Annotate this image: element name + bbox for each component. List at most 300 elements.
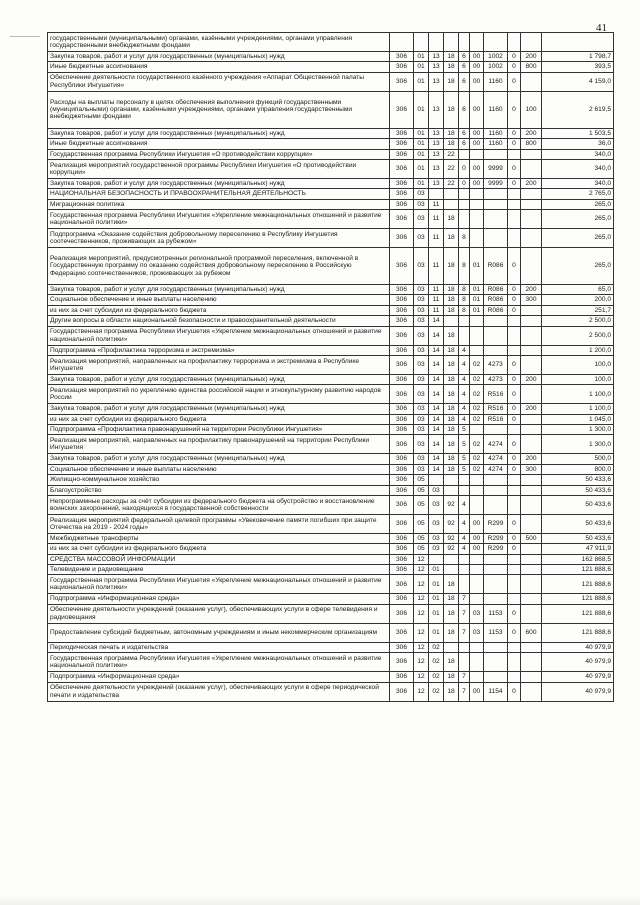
suffix-code bbox=[508, 475, 521, 485]
ministry-code: 306 bbox=[390, 305, 414, 315]
program-code: 18 bbox=[444, 575, 459, 594]
event-code bbox=[470, 316, 484, 326]
event-code bbox=[470, 565, 484, 575]
expense-type-code bbox=[521, 565, 542, 575]
direction-code: R086 bbox=[484, 248, 508, 285]
section-code: 03 bbox=[414, 199, 429, 209]
expense-type-code: 800 bbox=[521, 62, 542, 72]
budget-table bbox=[47, 32, 614, 702]
suffix-code: 0 bbox=[508, 623, 521, 642]
subprogram-code bbox=[459, 210, 470, 229]
direction-code: R299 bbox=[484, 533, 508, 543]
event-code: 02 bbox=[470, 385, 484, 404]
direction-code: 4273 bbox=[484, 374, 508, 384]
suffix-code bbox=[508, 326, 521, 345]
row-amount: 1 200,0 bbox=[542, 345, 614, 355]
ministry-code: 306 bbox=[390, 385, 414, 404]
section-code: 12 bbox=[414, 604, 429, 623]
section-code: 03 bbox=[414, 425, 429, 435]
table-row bbox=[48, 149, 614, 159]
ministry-code: 306 bbox=[390, 575, 414, 594]
section-code: 01 bbox=[414, 52, 429, 62]
expense-type-code: 300 bbox=[521, 295, 542, 305]
expense-type-code bbox=[521, 316, 542, 326]
subsection-code: 14 bbox=[429, 454, 444, 464]
row-name: Непрограммные расходы за счёт субсидии из федерального бюджета на обустройство и восстановление воинских захоронений, находящихся в государственной собственности bbox=[48, 495, 390, 514]
section-code: 03 bbox=[414, 374, 429, 384]
row-name: Реализация мероприятий по укреплению единства российской нации и этнокультурному развитию народов России bbox=[48, 385, 390, 404]
suffix-code: 0 bbox=[508, 604, 521, 623]
row-amount: 1 300,0 bbox=[542, 435, 614, 454]
subprogram-code: 7 bbox=[459, 682, 470, 701]
event-code bbox=[470, 210, 484, 229]
table-row bbox=[48, 139, 614, 149]
suffix-code: 0 bbox=[508, 139, 521, 149]
program-code: 18 bbox=[444, 682, 459, 701]
section-code: 12 bbox=[414, 623, 429, 642]
subsection-code: 01 bbox=[429, 604, 444, 623]
row-name: Закупка товаров, работ и услуг для государственных (муниципальных) нужд bbox=[48, 454, 390, 464]
program-code: 92 bbox=[444, 514, 459, 533]
event-code: 00 bbox=[470, 533, 484, 543]
subprogram-code: 7 bbox=[459, 594, 470, 604]
subprogram-code: 8 bbox=[459, 285, 470, 295]
ministry-code: 306 bbox=[390, 316, 414, 326]
program-code: 18 bbox=[444, 229, 459, 248]
direction-code bbox=[484, 425, 508, 435]
suffix-code bbox=[508, 554, 521, 564]
suffix-code: 0 bbox=[508, 355, 521, 374]
row-name: НАЦИОНАЛЬНАЯ БЕЗОПАСНОСТЬ И ПРАВООХРАНИТЕЛЬНАЯ ДЕЯТЕЛЬНОСТЬ bbox=[48, 189, 390, 199]
table-row bbox=[48, 623, 614, 642]
expense-type-code bbox=[521, 475, 542, 485]
table-row bbox=[48, 514, 614, 533]
subsection-code: 14 bbox=[429, 326, 444, 345]
program-code: 18 bbox=[444, 385, 459, 404]
event-code bbox=[470, 485, 484, 495]
subprogram-code: 5 bbox=[459, 464, 470, 474]
row-name: Закупка товаров, работ и услуг для государственных (муниципальных) нужд bbox=[48, 52, 390, 62]
suffix-code bbox=[508, 149, 521, 159]
row-amount: 50 433,6 bbox=[542, 485, 614, 495]
program-code: 18 bbox=[444, 672, 459, 682]
subprogram-code: 4 bbox=[459, 374, 470, 384]
direction-code: 1002 bbox=[484, 52, 508, 62]
program-code: 18 bbox=[444, 326, 459, 345]
subsection-code: 01 bbox=[429, 565, 444, 575]
subprogram-code bbox=[459, 475, 470, 485]
row-name: Реализация мероприятий федеральной целевой программы «Увековечение памяти погибших при защите Отечества на 2019 - 2024 годы» bbox=[48, 514, 390, 533]
program-code: 18 bbox=[444, 128, 459, 138]
row-amount: 100,0 bbox=[542, 355, 614, 374]
row-amount: 40 979,9 bbox=[542, 653, 614, 672]
event-code bbox=[470, 189, 484, 199]
suffix-code: 0 bbox=[508, 52, 521, 62]
section-code: 03 bbox=[414, 414, 429, 424]
event-code bbox=[470, 199, 484, 209]
program-code: 22 bbox=[444, 159, 459, 178]
expense-type-code bbox=[521, 425, 542, 435]
table-row bbox=[48, 565, 614, 575]
direction-code bbox=[484, 672, 508, 682]
row-amount: 4 159,0 bbox=[542, 72, 614, 91]
event-code bbox=[470, 326, 484, 345]
event-code: 00 bbox=[470, 514, 484, 533]
event-code bbox=[470, 642, 484, 652]
table-row bbox=[48, 485, 614, 495]
row-name: Подпрограмма «Профилактика правонарушений на территории Республики Ингушетия» bbox=[48, 425, 390, 435]
row-name: Государственная программа Республики Ингушетия «О противодействии коррупции» bbox=[48, 149, 390, 159]
row-name: Другие вопросы в области национальной безопасности и правоохранительной деятельности bbox=[48, 316, 390, 326]
subsection-code: 14 bbox=[429, 385, 444, 404]
table-row bbox=[48, 594, 614, 604]
row-name: Благоустройство bbox=[48, 485, 390, 495]
subprogram-code: 5 bbox=[459, 425, 470, 435]
row-name: Подпрограмма «Оказание содействия добровольному переселению в Республику Ингушетия соотечественников, проживающих за рубежом» bbox=[48, 229, 390, 248]
direction-code bbox=[484, 575, 508, 594]
row-amount: 393,5 bbox=[542, 62, 614, 72]
event-code: 00 bbox=[470, 178, 484, 188]
expense-type-code: 200 bbox=[521, 374, 542, 384]
expense-type-code bbox=[521, 672, 542, 682]
direction-code: R086 bbox=[484, 295, 508, 305]
expense-type-code: 800 bbox=[521, 139, 542, 149]
event-code: 00 bbox=[470, 544, 484, 554]
section-code: 01 bbox=[414, 72, 429, 91]
subsection-code: 11 bbox=[429, 199, 444, 209]
subprogram-code: 6 bbox=[459, 128, 470, 138]
section-code: 03 bbox=[414, 210, 429, 229]
event-code: 01 bbox=[470, 305, 484, 315]
table-row bbox=[48, 285, 614, 295]
ministry-code: 306 bbox=[390, 435, 414, 454]
event-code bbox=[470, 475, 484, 485]
row-amount: 100,0 bbox=[542, 374, 614, 384]
subsection-code: 03 bbox=[429, 533, 444, 543]
row-amount bbox=[542, 33, 614, 52]
row-amount: 40 979,9 bbox=[542, 672, 614, 682]
event-code bbox=[470, 229, 484, 248]
program-code: 18 bbox=[444, 653, 459, 672]
event-code bbox=[470, 33, 484, 52]
subprogram-code bbox=[459, 199, 470, 209]
suffix-code bbox=[508, 199, 521, 209]
ministry-code: 306 bbox=[390, 533, 414, 543]
event-code: 00 bbox=[470, 62, 484, 72]
subsection-code bbox=[429, 33, 444, 52]
suffix-code: 0 bbox=[508, 385, 521, 404]
table-row bbox=[48, 653, 614, 672]
event-code bbox=[470, 653, 484, 672]
subsection-code: 11 bbox=[429, 229, 444, 248]
event-code: 02 bbox=[470, 454, 484, 464]
event-code: 03 bbox=[470, 604, 484, 623]
section-code: 03 bbox=[414, 355, 429, 374]
table-body bbox=[48, 33, 614, 702]
subsection-code bbox=[429, 554, 444, 564]
section-code bbox=[414, 33, 429, 52]
subprogram-code bbox=[459, 326, 470, 345]
row-amount: 251,7 bbox=[542, 305, 614, 315]
expense-type-code bbox=[521, 514, 542, 533]
section-code: 12 bbox=[414, 554, 429, 564]
program-code: 18 bbox=[444, 305, 459, 315]
row-name: из них за счет субсидии из федерального бюджета bbox=[48, 544, 390, 554]
subsection-code: 13 bbox=[429, 139, 444, 149]
event-code: 02 bbox=[470, 404, 484, 414]
program-code bbox=[444, 475, 459, 485]
row-name: Закупка товаров, работ и услуг для государственных (муниципальных) нужд bbox=[48, 285, 390, 295]
direction-code: 1160 bbox=[484, 139, 508, 149]
direction-code bbox=[484, 229, 508, 248]
program-code bbox=[444, 189, 459, 199]
subsection-code: 13 bbox=[429, 72, 444, 91]
program-code bbox=[444, 554, 459, 564]
direction-code: 1160 bbox=[484, 91, 508, 128]
table-row bbox=[48, 464, 614, 474]
row-amount: 1 503,5 bbox=[542, 128, 614, 138]
expense-type-code bbox=[521, 544, 542, 554]
table-row bbox=[48, 210, 614, 229]
suffix-code bbox=[508, 594, 521, 604]
program-code bbox=[444, 199, 459, 209]
subprogram-code bbox=[459, 642, 470, 652]
subprogram-code: 8 bbox=[459, 305, 470, 315]
event-code: 02 bbox=[470, 374, 484, 384]
subsection-code: 14 bbox=[429, 464, 444, 474]
subprogram-code: 6 bbox=[459, 72, 470, 91]
event-code: 02 bbox=[470, 435, 484, 454]
event-code: 00 bbox=[470, 159, 484, 178]
subsection-code: 11 bbox=[429, 285, 444, 295]
section-code: 03 bbox=[414, 248, 429, 285]
suffix-code bbox=[508, 653, 521, 672]
event-code: 02 bbox=[470, 464, 484, 474]
subsection-code: 03 bbox=[429, 485, 444, 495]
expense-type-code: 100 bbox=[521, 91, 542, 128]
direction-code bbox=[484, 653, 508, 672]
program-code bbox=[444, 316, 459, 326]
table-row bbox=[48, 33, 614, 52]
row-name: Государственная программа Республики Ингушетия «Укрепление межнациональных отношений и развитие национальной политики» bbox=[48, 653, 390, 672]
suffix-code bbox=[508, 189, 521, 199]
table-row bbox=[48, 454, 614, 464]
expense-type-code: 300 bbox=[521, 464, 542, 474]
direction-code bbox=[484, 475, 508, 485]
table-row bbox=[48, 52, 614, 62]
row-amount: 65,0 bbox=[542, 285, 614, 295]
ministry-code: 306 bbox=[390, 326, 414, 345]
direction-code: 1002 bbox=[484, 62, 508, 72]
program-code: 18 bbox=[444, 454, 459, 464]
expense-type-code bbox=[521, 72, 542, 91]
program-code bbox=[444, 33, 459, 52]
table-row bbox=[48, 642, 614, 652]
ministry-code: 306 bbox=[390, 414, 414, 424]
row-name: государственными (муниципальными) органами, казёнными учреждениями, органами управления государственными внебюджетными фондами bbox=[48, 33, 390, 52]
suffix-code: 0 bbox=[508, 62, 521, 72]
table-row bbox=[48, 229, 614, 248]
subprogram-code: 4 bbox=[459, 533, 470, 543]
direction-code: R516 bbox=[484, 414, 508, 424]
section-code: 03 bbox=[414, 295, 429, 305]
subsection-code: 14 bbox=[429, 345, 444, 355]
expense-type-code bbox=[521, 159, 542, 178]
subprogram-code bbox=[459, 485, 470, 495]
row-name: из них за счет субсидии из федерального бюджета bbox=[48, 414, 390, 424]
suffix-code bbox=[508, 316, 521, 326]
suffix-code bbox=[508, 565, 521, 575]
section-code: 05 bbox=[414, 533, 429, 543]
row-name: СРЕДСТВА МАССОВОЙ ИНФОРМАЦИИ bbox=[48, 554, 390, 564]
section-code: 03 bbox=[414, 326, 429, 345]
section-code: 03 bbox=[414, 189, 429, 199]
ministry-code: 306 bbox=[390, 374, 414, 384]
row-amount: 265,0 bbox=[542, 229, 614, 248]
row-amount: 340,0 bbox=[542, 178, 614, 188]
row-amount: 121 888,6 bbox=[542, 623, 614, 642]
subsection-code: 13 bbox=[429, 159, 444, 178]
row-amount: 265,0 bbox=[542, 248, 614, 285]
ministry-code: 306 bbox=[390, 149, 414, 159]
row-name: Государственная программа Республики Ингушетия «Укрепление межнациональных отношений и развитие национальной политики» bbox=[48, 210, 390, 229]
subsection-code: 14 bbox=[429, 435, 444, 454]
ministry-code: 306 bbox=[390, 404, 414, 414]
subsection-code: 01 bbox=[429, 575, 444, 594]
subsection-code: 02 bbox=[429, 672, 444, 682]
subsection-code bbox=[429, 475, 444, 485]
direction-code: R516 bbox=[484, 404, 508, 414]
suffix-code bbox=[508, 575, 521, 594]
program-code: 92 bbox=[444, 495, 459, 514]
suffix-code: 0 bbox=[508, 514, 521, 533]
direction-code: 9999 bbox=[484, 178, 508, 188]
row-name: Обеспечение деятельности государственного казённого учреждения «Аппарат Общественной палаты Республики Ингушетия» bbox=[48, 72, 390, 91]
table-row bbox=[48, 475, 614, 485]
subsection-code: 02 bbox=[429, 682, 444, 701]
direction-code bbox=[484, 485, 508, 495]
event-code: 00 bbox=[470, 128, 484, 138]
section-code: 12 bbox=[414, 642, 429, 652]
direction-code bbox=[484, 554, 508, 564]
program-code: 92 bbox=[444, 533, 459, 543]
scan-bottom-edge bbox=[0, 895, 640, 905]
row-amount: 200,0 bbox=[542, 295, 614, 305]
row-name: Периодическая печать и издательства bbox=[48, 642, 390, 652]
section-code: 05 bbox=[414, 495, 429, 514]
subsection-code: 03 bbox=[429, 514, 444, 533]
table-row bbox=[48, 544, 614, 554]
ministry-code: 306 bbox=[390, 425, 414, 435]
direction-code: 1153 bbox=[484, 623, 508, 642]
program-code: 18 bbox=[444, 91, 459, 128]
subsection-code: 14 bbox=[429, 374, 444, 384]
section-code: 12 bbox=[414, 682, 429, 701]
row-name: Реализация мероприятий, направленных на профилактику терроризма и экстремизма в Республике Ингушетия bbox=[48, 355, 390, 374]
section-code: 01 bbox=[414, 178, 429, 188]
table-row bbox=[48, 495, 614, 514]
subsection-code: 01 bbox=[429, 623, 444, 642]
subprogram-code: 5 bbox=[459, 454, 470, 464]
program-code: 18 bbox=[444, 374, 459, 384]
section-code: 12 bbox=[414, 672, 429, 682]
ministry-code: 306 bbox=[390, 128, 414, 138]
event-code bbox=[470, 345, 484, 355]
table-row bbox=[48, 248, 614, 285]
ministry-code: 306 bbox=[390, 682, 414, 701]
ministry-code: 306 bbox=[390, 91, 414, 128]
subsection-code: 03 bbox=[429, 544, 444, 554]
ministry-code: 306 bbox=[390, 514, 414, 533]
direction-code: 4274 bbox=[484, 454, 508, 464]
row-name: Миграционная политика bbox=[48, 199, 390, 209]
row-name: Обеспечение деятельности учреждений (оказание услуг), обеспечивающих услуги в сфере телевидения и радиовещания bbox=[48, 604, 390, 623]
suffix-code: 0 bbox=[508, 91, 521, 128]
subsection-code: 11 bbox=[429, 210, 444, 229]
expense-type-code: 500 bbox=[521, 533, 542, 543]
row-amount: 2 500,0 bbox=[542, 316, 614, 326]
row-amount: 50 433,6 bbox=[542, 514, 614, 533]
ministry-code: 306 bbox=[390, 623, 414, 642]
suffix-code: 0 bbox=[508, 544, 521, 554]
subprogram-code: 4 bbox=[459, 495, 470, 514]
direction-code bbox=[484, 189, 508, 199]
suffix-code: 0 bbox=[508, 295, 521, 305]
table-row bbox=[48, 199, 614, 209]
event-code bbox=[470, 495, 484, 514]
subsection-code: 02 bbox=[429, 642, 444, 652]
subsection-code: 14 bbox=[429, 355, 444, 374]
program-code: 18 bbox=[444, 52, 459, 62]
expense-type-code bbox=[521, 575, 542, 594]
event-code: 00 bbox=[470, 91, 484, 128]
subprogram-code bbox=[459, 189, 470, 199]
subsection-code: 13 bbox=[429, 62, 444, 72]
subprogram-code: 7 bbox=[459, 604, 470, 623]
section-code: 03 bbox=[414, 345, 429, 355]
ministry-code: 306 bbox=[390, 285, 414, 295]
row-name: Иные бюджетные ассигнования bbox=[48, 62, 390, 72]
event-code: 02 bbox=[470, 355, 484, 374]
section-code: 03 bbox=[414, 454, 429, 464]
row-amount: 50 433,6 bbox=[542, 475, 614, 485]
subsection-code: 13 bbox=[429, 178, 444, 188]
direction-code: 1160 bbox=[484, 72, 508, 91]
suffix-code: 0 bbox=[508, 682, 521, 701]
event-code: 00 bbox=[470, 72, 484, 91]
row-name: Подпрограмма «Профилактика терроризма и экстремизма» bbox=[48, 345, 390, 355]
program-code bbox=[444, 565, 459, 575]
section-code: 01 bbox=[414, 139, 429, 149]
section-code: 12 bbox=[414, 594, 429, 604]
row-amount: 2 500,0 bbox=[542, 326, 614, 345]
direction-code: R086 bbox=[484, 285, 508, 295]
suffix-code bbox=[508, 229, 521, 248]
expense-type-code bbox=[521, 594, 542, 604]
direction-code: 1154 bbox=[484, 682, 508, 701]
row-name: Реализация мероприятий, предусмотренных региональной программой переселения, включенной в Государственную программу по оказанию содействия добровольному переселению в Российскую Федерацию соотечественников, проживающих за рубежом bbox=[48, 248, 390, 285]
row-amount: 50 433,6 bbox=[542, 495, 614, 514]
row-amount: 121 888,6 bbox=[542, 594, 614, 604]
expense-type-code bbox=[521, 248, 542, 285]
subprogram-code: 6 bbox=[459, 52, 470, 62]
subprogram-code bbox=[459, 565, 470, 575]
subsection-code: 14 bbox=[429, 414, 444, 424]
ministry-code: 306 bbox=[390, 159, 414, 178]
program-code: 18 bbox=[444, 464, 459, 474]
suffix-code: 0 bbox=[508, 128, 521, 138]
direction-code bbox=[484, 495, 508, 514]
